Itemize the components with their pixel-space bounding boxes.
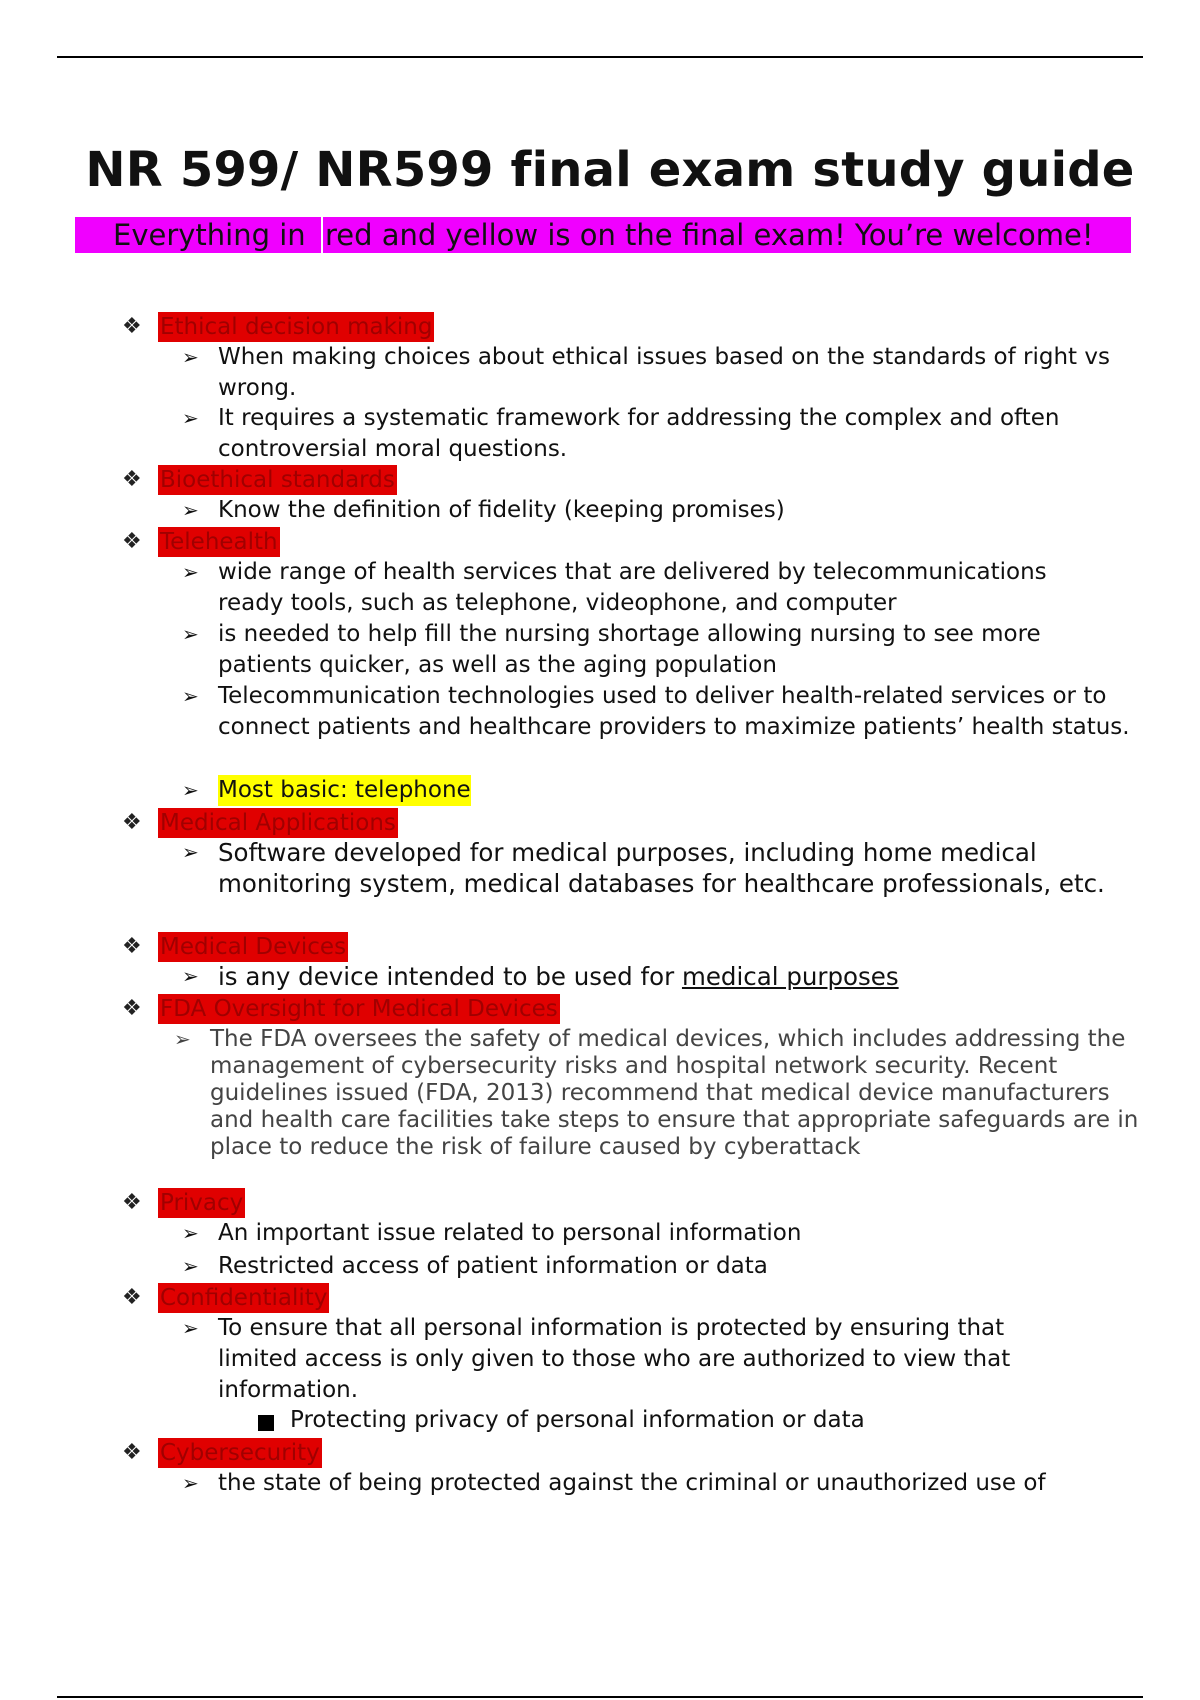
diamond-bullet-icon: ❖ <box>122 1285 142 1310</box>
arrow-bullet-icon: ➢ <box>182 964 199 988</box>
list-item: Protecting privacy of personal information or data <box>290 1407 865 1433</box>
section-title: Telehealth <box>160 529 278 555</box>
arrow-bullet-icon: ➢ <box>182 1471 199 1495</box>
section-title: FDA Oversight for Medical Devices <box>160 996 558 1022</box>
diamond-bullet-icon: ❖ <box>122 934 142 959</box>
diamond-bullet-icon: ❖ <box>122 1440 142 1465</box>
section-title: Privacy <box>160 1190 244 1216</box>
square-bullet-icon <box>258 1415 274 1431</box>
arrow-bullet-icon: ➢ <box>182 498 199 522</box>
medical-purposes-text: medical purposes <box>681 962 899 991</box>
diamond-bullet-icon: ❖ <box>122 314 142 339</box>
banner-text-1: Everything in <box>113 218 306 252</box>
section-title: Medical Devices <box>160 934 347 960</box>
page-title: NR 599/ NR599 final exam study guide <box>85 142 1135 198</box>
section-title: Bioethical standards <box>160 467 395 493</box>
arrow-bullet-icon: ➢ <box>182 1221 199 1245</box>
arrow-bullet-icon: ➢ <box>182 345 199 369</box>
arrow-bullet-icon: ➢ <box>182 840 199 864</box>
top-rule <box>57 56 1143 58</box>
diamond-bullet-icon: ❖ <box>122 1190 142 1215</box>
banner-text-2: red and yellow is on the final exam! You’re welcome! <box>325 218 1094 252</box>
arrow-bullet-icon: ➢ <box>182 1316 199 1340</box>
highlight-banner <box>75 217 1131 253</box>
diamond-bullet-icon: ❖ <box>122 467 142 492</box>
arrow-bullet-icon: ➢ <box>182 406 199 430</box>
section-title: Ethical decision making <box>160 314 433 340</box>
arrow-bullet-icon: ➢ <box>182 560 199 584</box>
arrow-bullet-icon: ➢ <box>182 622 199 646</box>
arrow-bullet-icon: ➢ <box>174 1027 191 1051</box>
diamond-bullet-icon: ❖ <box>122 810 142 835</box>
arrow-bullet-icon: ➢ <box>182 778 199 802</box>
section-title: Medical Applications <box>160 810 396 836</box>
bottom-rule <box>57 1696 1143 1698</box>
diamond-bullet-icon: ❖ <box>122 529 142 554</box>
section-title: Cybersecurity <box>160 1440 320 1466</box>
diamond-bullet-icon: ❖ <box>122 996 142 1021</box>
banner-separator <box>321 217 323 253</box>
arrow-bullet-icon: ➢ <box>182 1254 199 1278</box>
arrow-bullet-icon: ➢ <box>182 684 199 708</box>
section-title: Confidentiality <box>160 1285 328 1311</box>
